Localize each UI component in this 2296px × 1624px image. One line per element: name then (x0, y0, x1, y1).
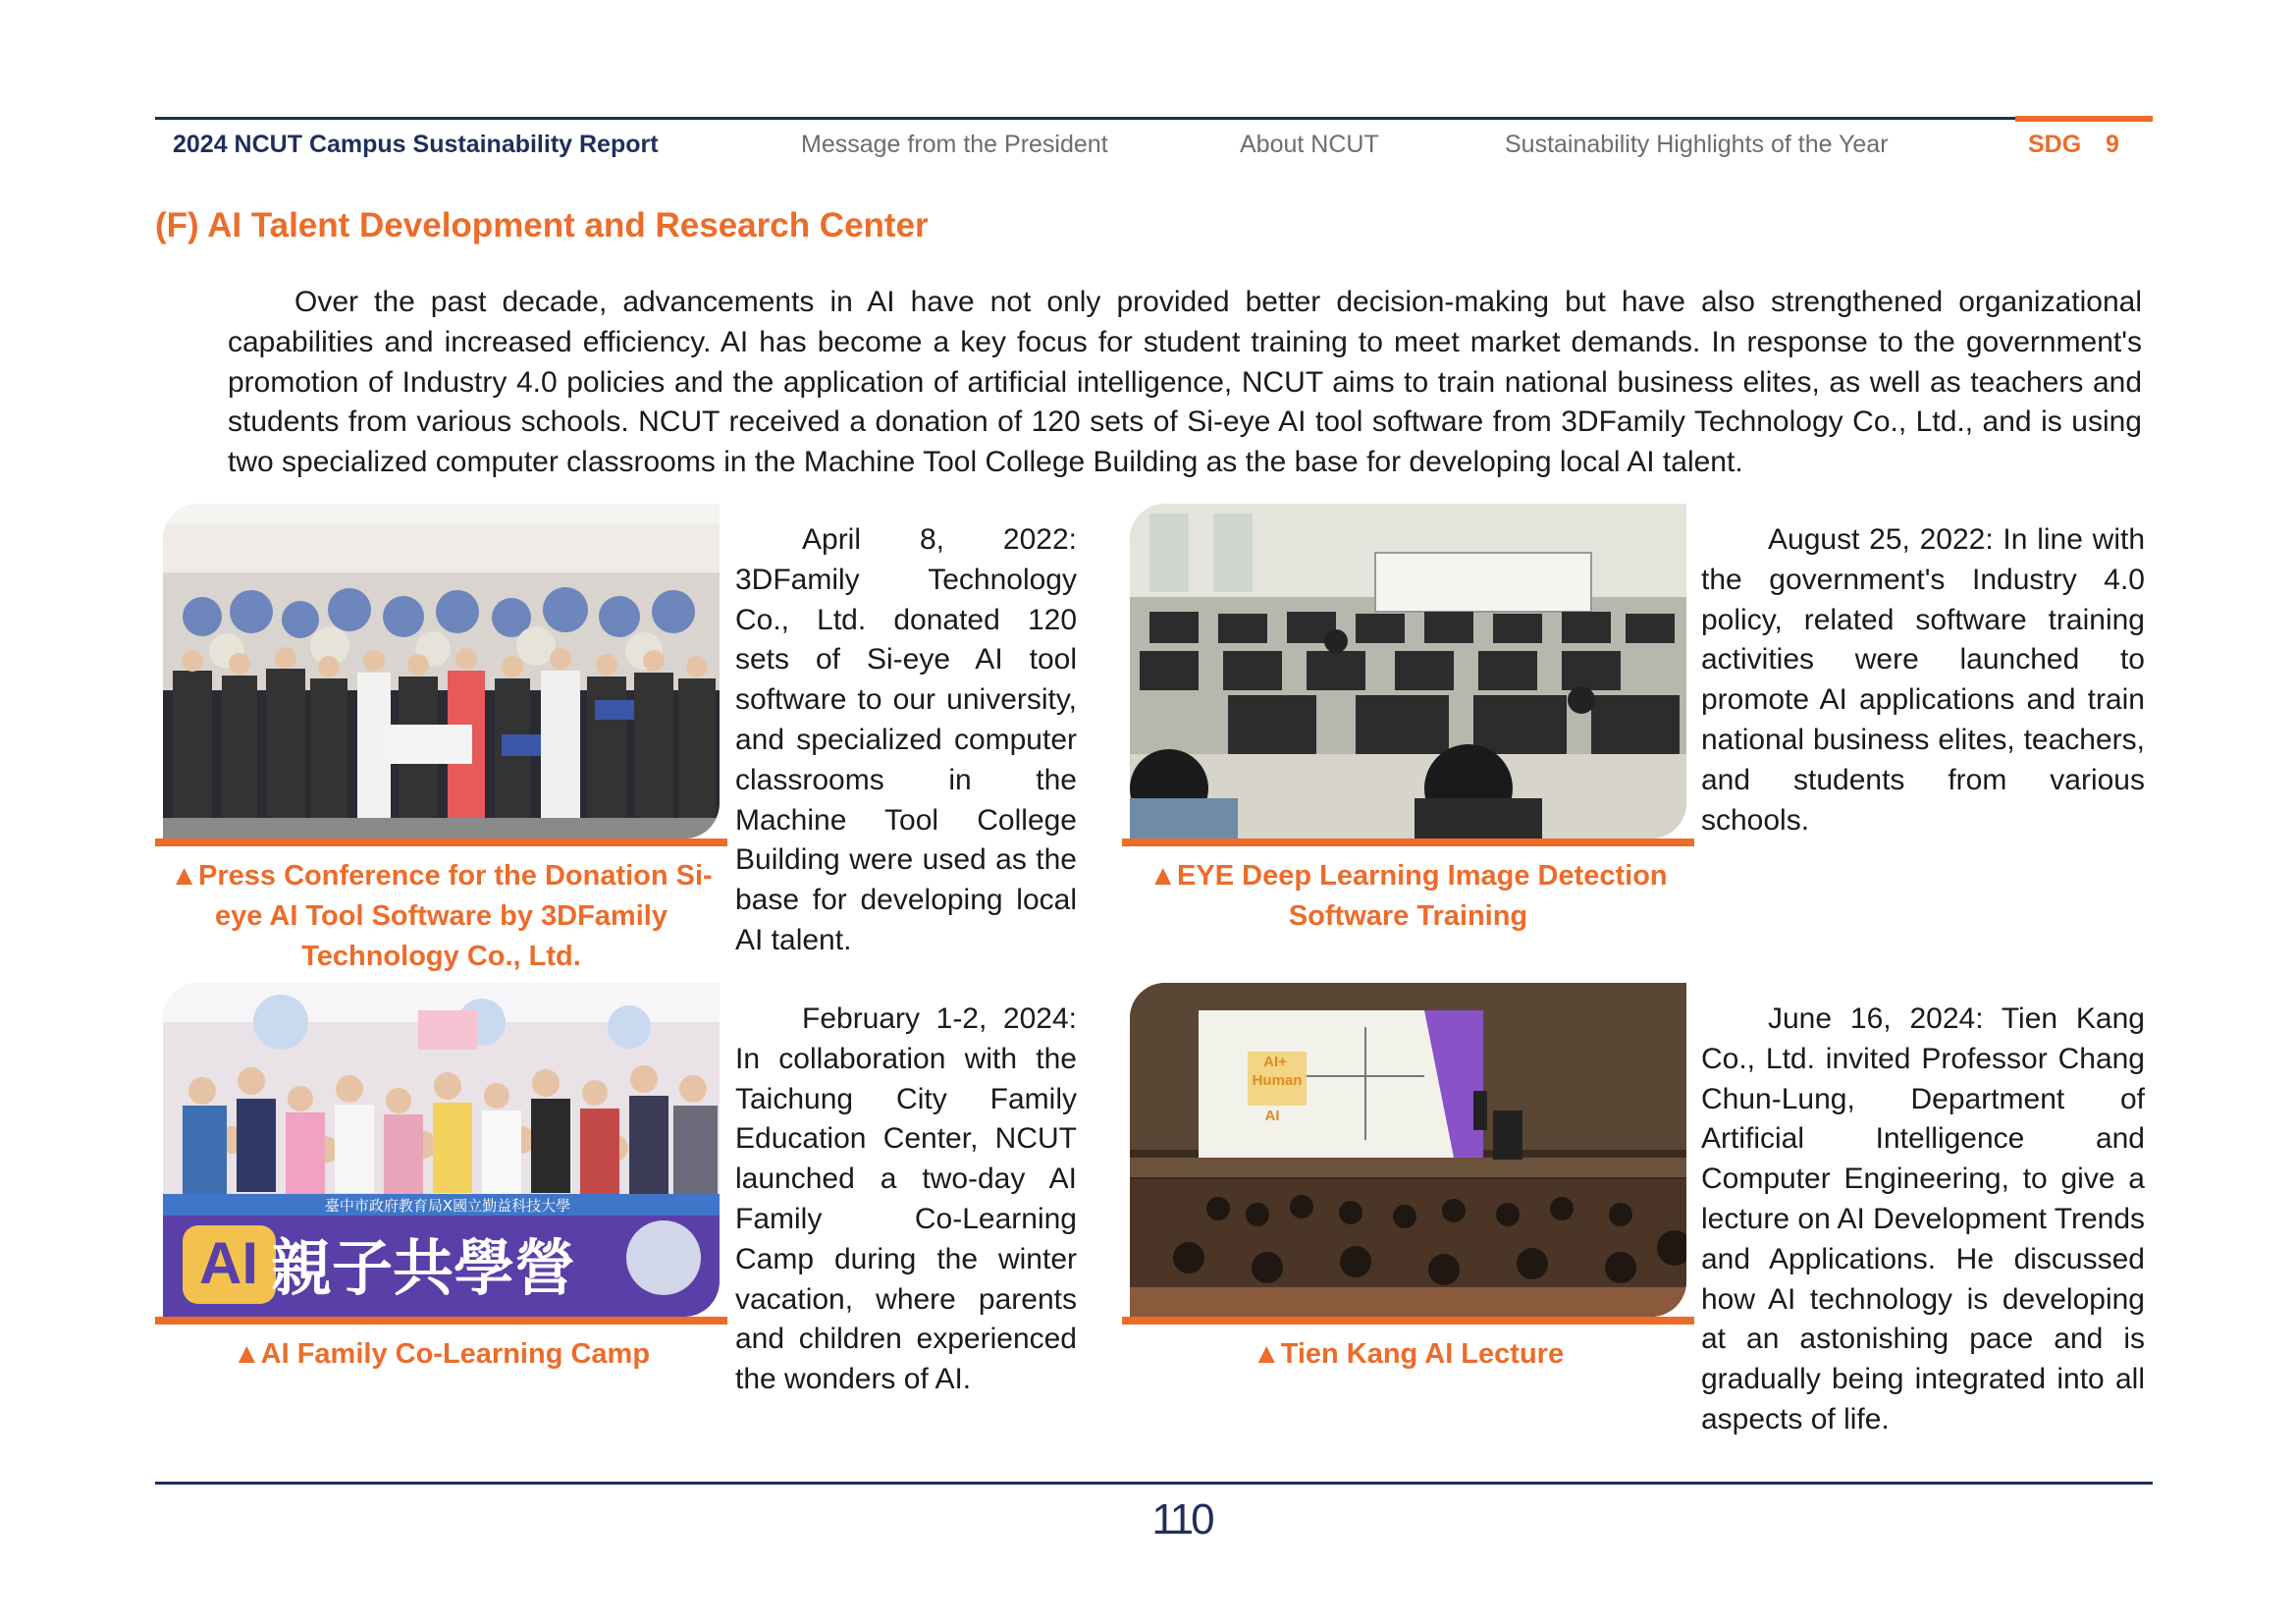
training-caption: ▲EYE Deep Learning Image Detection Software Training (1148, 860, 1668, 932)
item-1-paragraph: April 8, 2022: 3DFamily Technology Co., Ltd. donated 120 sets of Si-eye AI tool software to our university, and specialized computer classrooms in the Machine Tool College Building were used as the base for developing local AI talent. (735, 523, 1077, 956)
header-rule (155, 117, 2015, 120)
screen-label-3: AI (1264, 1108, 1280, 1124)
banner-ai-text: AI (199, 1230, 258, 1296)
nav-sustainability-highlights[interactable]: Sustainability Highlights of the Year (1505, 131, 1889, 158)
photo-accent-bar (155, 839, 727, 846)
nav-sdg-label[interactable]: SDG (2028, 131, 2082, 158)
banner-top-text: 臺中市政府教育局X國立勤益科技大學 (324, 1197, 571, 1215)
screen-label-2: Human (1252, 1072, 1303, 1089)
item-4-text (1701, 1000, 2145, 1440)
sdg-number: 9 (2106, 131, 2119, 158)
banner-main-text: 親子共學營 (270, 1232, 576, 1304)
item-3-paragraph: February 1-2, 2024: In collaboration with the Taichung City Family Education Center, NCUT launched a two-day AI Family Co-Learning Camp during the winter vacation, where parents and children experienced the wonders of AI. (735, 1002, 1077, 1396)
training-classroom-photo (1130, 504, 1686, 839)
section-title: (F) AI Talent Development and Research Center (155, 206, 929, 244)
lecture-photo (1130, 983, 1686, 1317)
item-2-paragraph: August 25, 2022: In line with the government's Industry 4.0 policy, related software training activities were launched to promote AI applications and train national business elites, teachers, and students from various schools. (1701, 523, 2145, 837)
screen-label-1: AI+ (1263, 1054, 1287, 1070)
photo-accent-bar (1122, 1317, 1694, 1325)
footer-rule (155, 1482, 2153, 1485)
item-2-text (1701, 520, 2145, 840)
photo-accent-bar (155, 1317, 727, 1325)
nav-about-ncut[interactable]: About NCUT (1240, 131, 1379, 158)
item-4-paragraph: June 16, 2024: Tien Kang Co., Ltd. invited Professor Chang Chun-Lung, Department of Artificial Intelligence and Computer Engineering, to give a lecture on AI Development Trends and Applications. He discussed how AI technology is developing at an astonishing pace and is gradually being integrated into all aspects of life. (1701, 1002, 2145, 1435)
intro-text: Over the past decade, advancements in AI have not only provided better decision-making but have also strengthened organizational capabilities and increased efficiency. AI has become a key focus for student training to meet market demands. In response to the government's promotion of Industry 4.0 policies and the application of artificial intelligence, NCUT aims to train national business elites, as well as teachers and students from various schools. NCUT received a donation of 120 sets of Si-eye AI tool software from 3DFamily Technology Co., Ltd., and is using two specialized computer classrooms in the Machine Tool College Building as the base for developing local AI talent. (228, 286, 2142, 479)
item-3-text (735, 1000, 1077, 1400)
press-conference-caption: ▲Press Conference for the Donation Si-eye AI Tool Software by 3DFamily Technology Co., Ltd. (170, 860, 713, 972)
photo-accent-bar (1122, 839, 1694, 846)
report-title: 2024 NCUT Campus Sustainability Report (173, 131, 659, 158)
nav-message-president[interactable]: Message from the President (801, 131, 1108, 158)
header-accent-rule (2015, 116, 2153, 122)
family-camp-photo (163, 983, 720, 1317)
lecture-caption: ▲Tien Kang AI Lecture (1252, 1338, 1565, 1370)
page-number: 110 (1151, 1495, 1212, 1543)
family-camp-caption: ▲AI Family Co-Learning Camp (232, 1338, 651, 1370)
item-1-text (735, 520, 1077, 961)
press-conference-photo (163, 504, 720, 839)
intro-paragraph (228, 283, 2142, 483)
